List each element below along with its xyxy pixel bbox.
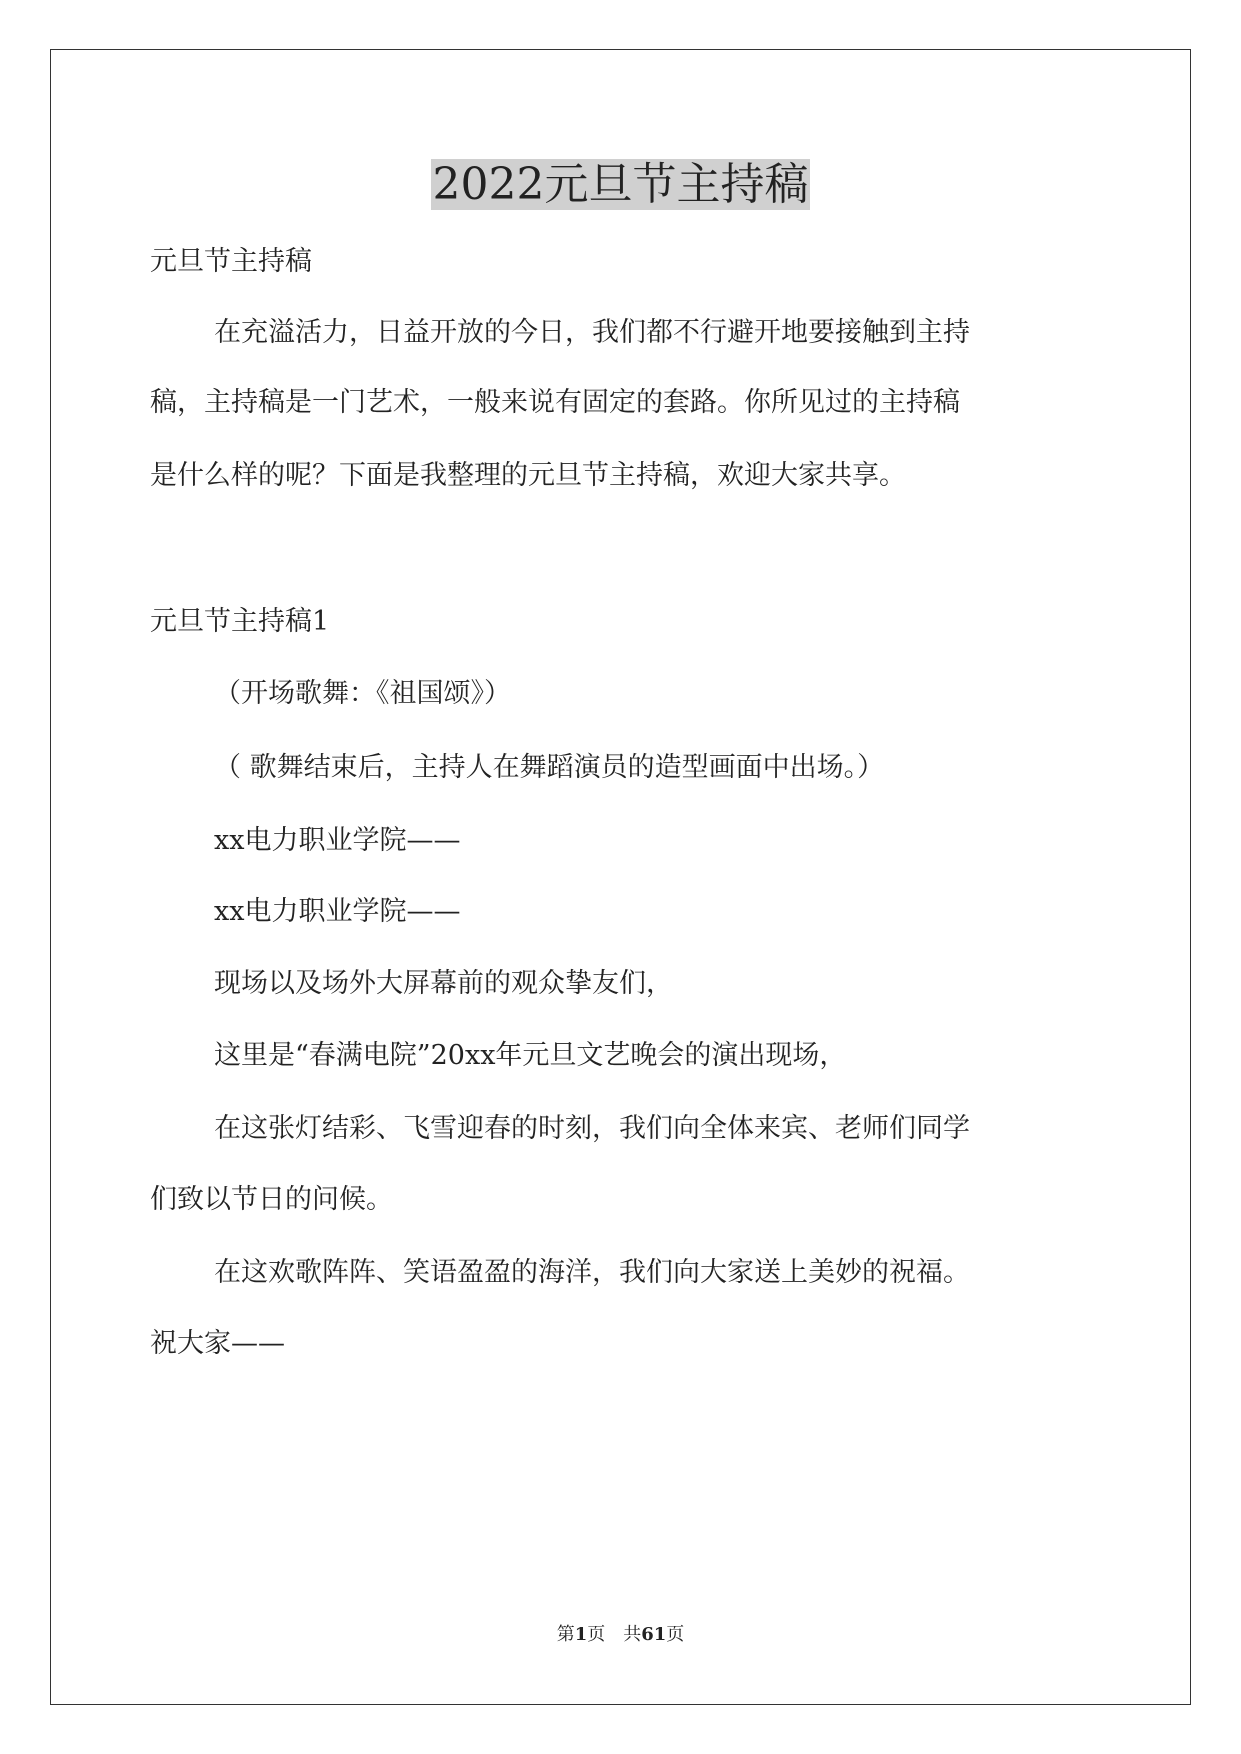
- stage-direction-2: （ 歌舞结束后，主持人在舞蹈演员的造型画面中出场。）: [214, 752, 885, 783]
- script-line: 现场以及场外大屏幕前的观众挚友们，: [214, 968, 673, 999]
- page-mid: 页 共: [587, 1624, 642, 1645]
- page-footer: [0, 1623, 1241, 1647]
- script-heading: 元旦节主持稿1: [150, 606, 330, 637]
- script-line: 们致以节日的问候。: [150, 1184, 393, 1215]
- document-title-text: 2022元旦节主持稿: [432, 159, 809, 210]
- script-line: 祝大家——: [150, 1328, 285, 1359]
- section-heading: 元旦节主持稿: [150, 246, 312, 277]
- document-title: [0, 157, 1241, 213]
- script-line: 在这张灯结彩、飞雪迎春的时刻，我们向全体来宾、老师们同学: [214, 1113, 970, 1144]
- page-border: [50, 49, 1191, 1705]
- page-prefix: 第: [556, 1624, 575, 1645]
- page-suffix: 页: [666, 1624, 685, 1645]
- page-total-number: 61: [641, 1624, 667, 1645]
- script-line: 这里是“春满电院”20xx年元旦文艺晚会的演出现场，: [214, 1040, 847, 1071]
- script-line: 在这欢歌阵阵、笑语盈盈的海洋，我们向大家送上美妙的祝福。: [214, 1257, 970, 1288]
- intro-line-2: 稿，主持稿是一门艺术，一般来说有固定的套路。你所见过的主持稿: [150, 387, 960, 418]
- stage-direction-1: （开场歌舞：《祖国颂》）: [214, 678, 511, 709]
- page-current-number: 1: [574, 1624, 588, 1645]
- intro-line-1: 在充溢活力，日益开放的今日，我们都不行避开地要接触到主持: [214, 317, 970, 348]
- script-line: xx电力职业学院——: [214, 896, 461, 927]
- intro-line-3: 是什么样的呢？下面是我整理的元旦节主持稿，欢迎大家共享。: [150, 460, 906, 491]
- script-line: xx电力职业学院——: [214, 825, 461, 856]
